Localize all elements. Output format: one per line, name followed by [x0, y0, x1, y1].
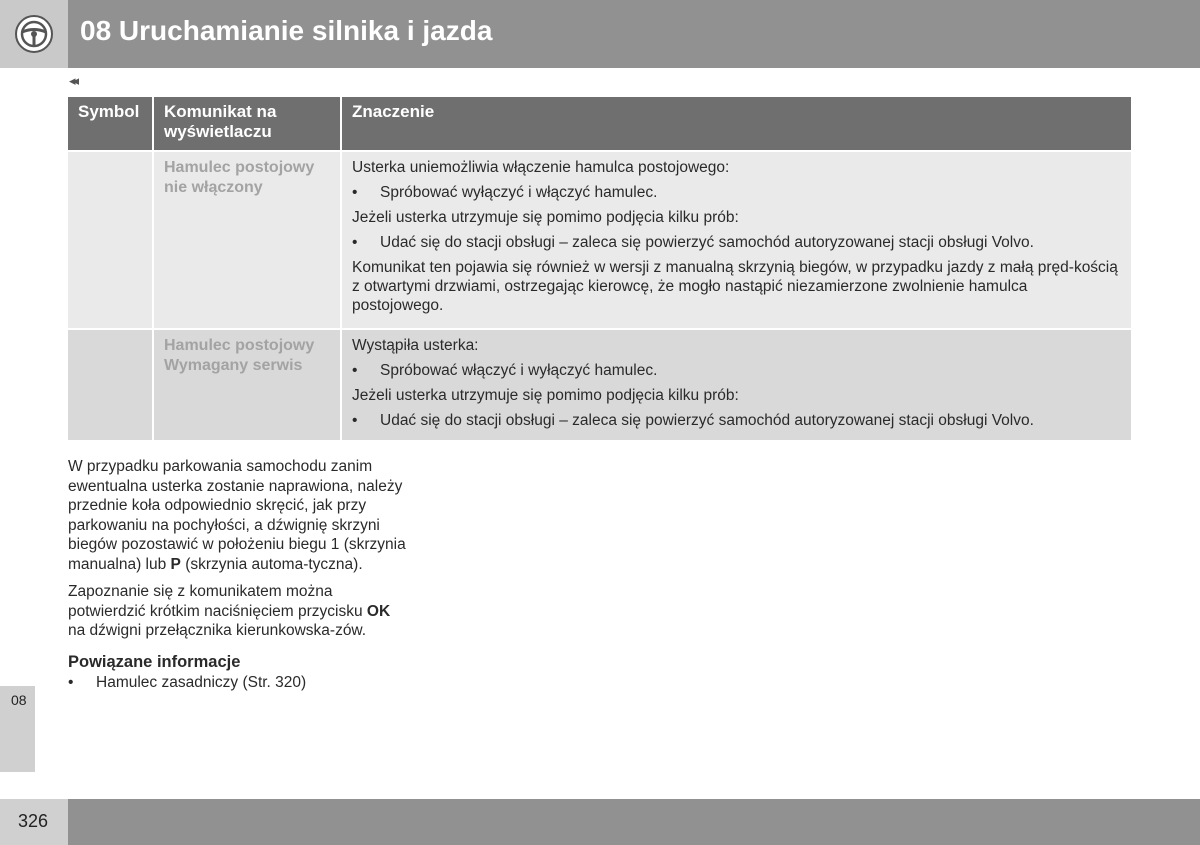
- meaning-paragraph: Wystąpiła usterka:: [352, 337, 479, 354]
- symbol-cell: [68, 330, 152, 440]
- meaning-cell: [340, 330, 1131, 440]
- meaning-bullet: • Udać się do stacji obsługi – zaleca się powierzyć samochód autoryzowanej stacji obsługi Volvo.: [352, 233, 1121, 252]
- steering-wheel-icon: [14, 14, 54, 54]
- column-header-message: Komunikat na wyświetlaczu: [152, 97, 340, 150]
- page-number: 326: [18, 811, 49, 831]
- meaning-bullet: • Spróbować wyłączyć i włączyć hamulec.: [352, 183, 1121, 202]
- confirm-paragraph: Zapoznanie się z komunikatem można potwierdzić krótkim naciśnięciem przycisku OK na dźwigni przełącznika kierunkowska-zów.: [68, 583, 391, 639]
- header-icon-box: [0, 0, 68, 68]
- meaning-bullet: • Spróbować włączyć i wyłączyć hamulec.: [352, 361, 1121, 380]
- back-arrow-icon[interactable]: ◂◂: [69, 73, 77, 88]
- display-message-cell: Hamulec postojowy nie włączony: [152, 152, 340, 328]
- symbol-cell: [68, 152, 152, 328]
- meaning-paragraph: Jeżeli usterka utrzymuje się pomimo podjęcia kilku prób:: [352, 209, 739, 226]
- footer-bar: [68, 799, 1200, 845]
- table-row: [68, 328, 1131, 440]
- column-header-symbol: Symbol: [78, 102, 140, 121]
- page-header: [0, 0, 1200, 68]
- meaning-paragraph: Jeżeli usterka utrzymuje się pomimo podjęcia kilku prób:: [352, 387, 739, 404]
- parking-paragraph: W przypadku parkowania samochodu zanim ewentualna usterka zostanie naprawiona, należy przednie koła odpowiednio skręcić, jak przy parkowaniu na pochyłości, a dźwignię skrzyni biegów pozostawić w położeniu biegu 1 (skrzynia manualna) lub P (skrzynia automa-tyczna).: [68, 458, 406, 573]
- related-info-heading: Powiązane informacje: [68, 652, 241, 671]
- display-message-cell: Hamulec postojowy Wymagany serwis: [152, 330, 340, 440]
- meaning-paragraph: Usterka uniemożliwia włączenie hamulca postojowego:: [352, 159, 730, 176]
- body-text-column: [68, 457, 408, 693]
- chapter-side-tab-label: 08: [11, 692, 27, 708]
- message-table: [68, 97, 1131, 440]
- meaning-bullet: • Udać się do stacji obsługi – zaleca się powierzyć samochód autoryzowanej stacji obsługi Volvo.: [352, 411, 1121, 430]
- meaning-cell: [340, 152, 1131, 328]
- meaning-paragraph: Komunikat ten pojawia się również w wersji z manualną skrzynią biegów, w przypadku jazdy z małą pręd-kością z otwartymi drzwiami, ostrzegając kierowcę, że mogło nastąpić niezamierzone zwolnienie hamulca postojowego.: [352, 259, 1118, 314]
- related-info-link[interactable]: • Hamulec zasadniczy (Str. 320): [68, 673, 408, 693]
- column-header-meaning: Znaczenie: [340, 97, 1131, 150]
- table-row: [68, 150, 1131, 328]
- page-title: 08 Uruchamianie silnika i jazda: [80, 15, 493, 46]
- table-header-row: [68, 97, 1131, 150]
- table-body: [68, 150, 1131, 440]
